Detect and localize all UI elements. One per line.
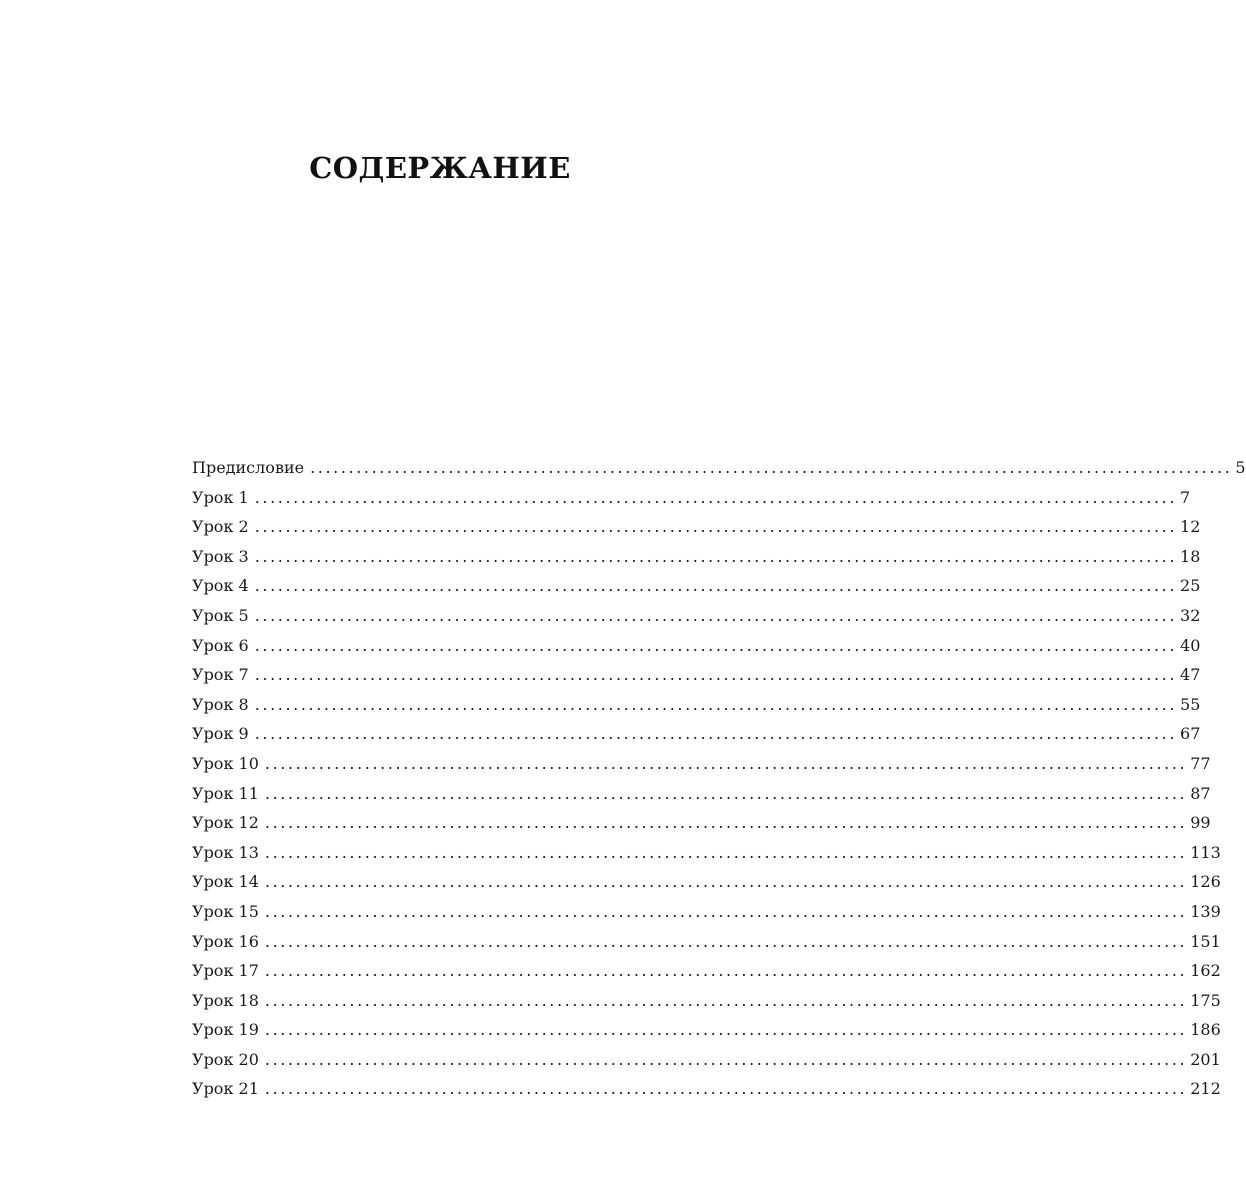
toc-page-number: 113	[1190, 842, 1221, 862]
toc-entry-label: Урок 7	[192, 665, 249, 685]
toc-dot-leader: ........................................................................................................................	[254, 576, 1178, 596]
toc-dot-leader: ........................................................................................................................	[310, 458, 1233, 477]
toc-dot-leader: ........................................................................................................................	[254, 517, 1178, 537]
toc-entry-label: Урок 19	[192, 1020, 259, 1040]
toc-entry	[192, 719, 1201, 749]
toc-entry	[192, 660, 1201, 690]
toc-dot-leader: ........................................................................................................................	[264, 931, 1188, 951]
toc-entry-label: Урок 14	[192, 872, 259, 892]
toc-entry-label: Урок 2	[192, 517, 249, 537]
toc-entry-label: Урок 8	[192, 694, 249, 714]
toc-entry-label: Урок 17	[192, 961, 259, 981]
toc-page-number: 32	[1180, 605, 1201, 625]
toc-entry	[192, 808, 1211, 838]
toc-dot-leader: ........................................................................................................................	[254, 605, 1178, 625]
toc-page-number: 151	[1190, 931, 1221, 951]
toc-dot-leader: ........................................................................................................................	[254, 635, 1178, 655]
toc-entry-label: Урок 1	[192, 487, 249, 507]
toc-entry	[192, 1074, 1221, 1104]
toc-dot-leader: ........................................................................................................................	[264, 901, 1188, 921]
toc-entry	[192, 897, 1221, 927]
toc-dot-leader: ........................................................................................................................	[264, 961, 1188, 981]
toc-entry	[192, 956, 1221, 986]
toc-entry	[192, 571, 1201, 601]
toc-dot-leader: ........................................................................................................................	[254, 546, 1178, 566]
toc-entry-label: Урок 12	[192, 813, 259, 833]
toc-dot-leader: ........................................................................................................................	[254, 724, 1178, 744]
toc-dot-leader: ........................................................................................................................	[264, 990, 1188, 1010]
toc-entry-label: Урок 5	[192, 605, 249, 625]
toc-page-number: 139	[1190, 901, 1221, 921]
toc-dot-leader: ........................................................................................................................	[254, 665, 1178, 685]
toc-dot-leader: ........................................................................................................................	[264, 753, 1188, 773]
toc-page-number: 55	[1180, 694, 1201, 714]
toc-dot-leader: ........................................................................................................................	[264, 872, 1188, 892]
toc-entry-label: Урок 10	[192, 753, 259, 773]
toc-entry	[192, 601, 1201, 631]
toc-dot-leader: ........................................................................................................................	[264, 1049, 1188, 1069]
toc-entry-label: Урок 20	[192, 1049, 259, 1069]
toc-entry	[192, 779, 1211, 809]
toc-entry	[192, 453, 1246, 483]
toc-entry	[192, 986, 1221, 1016]
toc-page-number: 67	[1180, 724, 1201, 744]
toc-entry-label: Урок 4	[192, 576, 249, 596]
toc-page-number: 25	[1180, 576, 1201, 596]
toc-page-number: 162	[1190, 961, 1221, 981]
toc-dot-leader: ........................................................................................................................	[264, 813, 1188, 833]
toc-entry	[192, 690, 1201, 720]
toc-dot-leader: ........................................................................................................................	[254, 487, 1178, 507]
toc-entry-label: Урок 16	[192, 931, 259, 951]
toc-entry	[192, 838, 1221, 868]
toc-entry-label: Урок 6	[192, 635, 249, 655]
toc-entry	[192, 631, 1201, 661]
toc-page-number: 40	[1180, 635, 1201, 655]
toc-entry-label: Урок 21	[192, 1079, 259, 1099]
toc-dot-leader: ........................................................................................................................	[264, 1079, 1188, 1099]
toc-entry-label: Урок 18	[192, 990, 259, 1010]
toc-page-number: 77	[1190, 753, 1211, 773]
toc-page-number: 18	[1180, 546, 1201, 566]
toc-page-number: 87	[1190, 783, 1211, 803]
toc-page-number: 175	[1190, 990, 1221, 1010]
toc-page-number: 99	[1190, 813, 1211, 833]
toc-dot-leader: ........................................................................................................................	[264, 842, 1188, 862]
toc-entry-label: Урок 11	[192, 783, 259, 803]
toc-dot-leader: ........................................................................................................................	[264, 1020, 1188, 1040]
toc-page-number: 201	[1190, 1049, 1221, 1069]
toc-entry	[192, 1015, 1221, 1045]
toc-entry-label: Урок 3	[192, 546, 249, 566]
toc-page-number: 186	[1190, 1020, 1221, 1040]
toc-page-number: 12	[1180, 517, 1201, 537]
toc-page-number: 5	[1235, 458, 1246, 477]
toc-entry-label: Урок 13	[192, 842, 259, 862]
table-of-contents	[192, 453, 1246, 1104]
toc-entry	[192, 927, 1221, 957]
toc-entry	[192, 483, 1191, 513]
toc-dot-leader: ........................................................................................................................	[254, 694, 1178, 714]
toc-entry	[192, 749, 1211, 779]
toc-page-number: 126	[1190, 872, 1221, 892]
toc-entry-label: Урок 9	[192, 724, 249, 744]
toc-entry	[192, 512, 1201, 542]
page-title: СОДЕРЖАНИЕ	[309, 151, 571, 186]
toc-page-number: 7	[1180, 487, 1191, 507]
toc-entry	[192, 542, 1201, 572]
toc-page-number: 212	[1190, 1079, 1221, 1099]
toc-page-number: 47	[1180, 665, 1201, 685]
toc-entry	[192, 1045, 1221, 1075]
toc-entry	[192, 867, 1221, 897]
toc-entry-label: Урок 15	[192, 901, 259, 921]
toc-entry-label: Предисловие	[192, 458, 305, 477]
toc-dot-leader: ........................................................................................................................	[264, 783, 1188, 803]
